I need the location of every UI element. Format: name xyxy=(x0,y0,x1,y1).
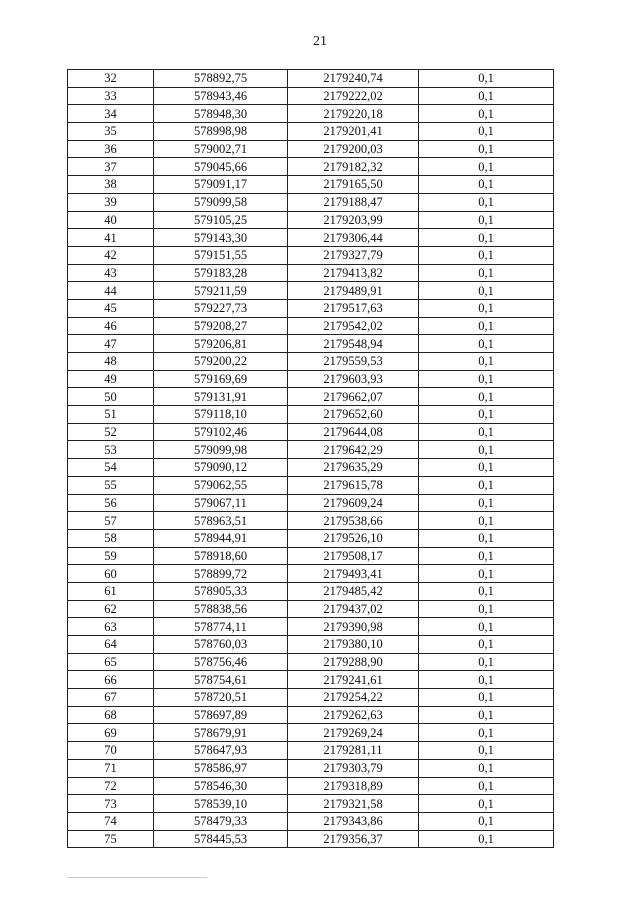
x-coordinate-cell: 579143,30 xyxy=(154,229,288,247)
point-number-cell: 35 xyxy=(68,123,154,141)
table-row xyxy=(68,600,554,618)
table-row xyxy=(68,353,554,371)
table-row xyxy=(68,529,554,547)
x-coordinate-cell: 579183,28 xyxy=(154,264,288,282)
error-cell: 0,1 xyxy=(419,105,554,123)
x-coordinate-cell: 579200,22 xyxy=(154,353,288,371)
table-row xyxy=(68,176,554,194)
x-coordinate-cell: 579099,98 xyxy=(154,441,288,459)
table-row xyxy=(68,547,554,565)
point-number-cell: 54 xyxy=(68,459,154,477)
table-row xyxy=(68,406,554,424)
error-cell: 0,1 xyxy=(419,618,554,636)
x-coordinate-cell: 579211,59 xyxy=(154,282,288,300)
x-coordinate-cell: 579105,25 xyxy=(154,211,288,229)
table-row xyxy=(68,706,554,724)
error-cell: 0,1 xyxy=(419,777,554,795)
table-row xyxy=(68,689,554,707)
point-number-cell: 39 xyxy=(68,193,154,211)
y-coordinate-cell: 2179281,11 xyxy=(288,742,419,760)
point-number-cell: 47 xyxy=(68,335,154,353)
point-number-cell: 37 xyxy=(68,158,154,176)
point-number-cell: 53 xyxy=(68,441,154,459)
table-row xyxy=(68,335,554,353)
error-cell: 0,1 xyxy=(419,812,554,830)
point-number-cell: 63 xyxy=(68,618,154,636)
x-coordinate-cell: 578948,30 xyxy=(154,105,288,123)
x-coordinate-cell: 578838,56 xyxy=(154,600,288,618)
y-coordinate-cell: 2179542,02 xyxy=(288,317,419,335)
y-coordinate-cell: 2179413,82 xyxy=(288,264,419,282)
y-coordinate-cell: 2179318,89 xyxy=(288,777,419,795)
x-coordinate-cell: 579151,55 xyxy=(154,246,288,264)
table-row xyxy=(68,441,554,459)
error-cell: 0,1 xyxy=(419,140,554,158)
point-number-cell: 61 xyxy=(68,582,154,600)
y-coordinate-cell: 2179437,02 xyxy=(288,600,419,618)
error-cell: 0,1 xyxy=(419,459,554,477)
error-cell: 0,1 xyxy=(419,176,554,194)
y-coordinate-cell: 2179262,63 xyxy=(288,706,419,724)
error-cell: 0,1 xyxy=(419,706,554,724)
y-coordinate-cell: 2179642,29 xyxy=(288,441,419,459)
table-row xyxy=(68,476,554,494)
x-coordinate-cell: 578445,53 xyxy=(154,830,288,848)
point-number-cell: 51 xyxy=(68,406,154,424)
y-coordinate-cell: 2179538,66 xyxy=(288,512,419,530)
table-row xyxy=(68,512,554,530)
x-coordinate-cell: 578943,46 xyxy=(154,87,288,105)
point-number-cell: 40 xyxy=(68,211,154,229)
x-coordinate-cell: 579045,66 xyxy=(154,158,288,176)
point-number-cell: 66 xyxy=(68,671,154,689)
y-coordinate-cell: 2179508,17 xyxy=(288,547,419,565)
table-row xyxy=(68,812,554,830)
x-coordinate-cell: 578760,03 xyxy=(154,636,288,654)
x-coordinate-cell: 578720,51 xyxy=(154,689,288,707)
table-row xyxy=(68,759,554,777)
x-coordinate-cell: 579118,10 xyxy=(154,406,288,424)
x-coordinate-cell: 579227,73 xyxy=(154,299,288,317)
table-row xyxy=(68,264,554,282)
y-coordinate-cell: 2179321,58 xyxy=(288,795,419,813)
y-coordinate-cell: 2179526,10 xyxy=(288,529,419,547)
y-coordinate-cell: 2179269,24 xyxy=(288,724,419,742)
x-coordinate-cell: 578963,51 xyxy=(154,512,288,530)
point-number-cell: 75 xyxy=(68,830,154,848)
point-number-cell: 52 xyxy=(68,423,154,441)
error-cell: 0,1 xyxy=(419,87,554,105)
table-row xyxy=(68,229,554,247)
error-cell: 0,1 xyxy=(419,671,554,689)
x-coordinate-cell: 578899,72 xyxy=(154,565,288,583)
error-cell: 0,1 xyxy=(419,370,554,388)
table-row xyxy=(68,830,554,848)
error-cell: 0,1 xyxy=(419,211,554,229)
table-row xyxy=(68,671,554,689)
y-coordinate-cell: 2179390,98 xyxy=(288,618,419,636)
table-row xyxy=(68,282,554,300)
table-row xyxy=(68,370,554,388)
x-coordinate-cell: 578679,91 xyxy=(154,724,288,742)
point-number-cell: 71 xyxy=(68,759,154,777)
table-row xyxy=(68,317,554,335)
x-coordinate-cell: 578998,98 xyxy=(154,123,288,141)
y-coordinate-cell: 2179356,37 xyxy=(288,830,419,848)
table-row xyxy=(68,582,554,600)
point-number-cell: 36 xyxy=(68,140,154,158)
error-cell: 0,1 xyxy=(419,441,554,459)
table-row xyxy=(68,636,554,654)
x-coordinate-cell: 578539,10 xyxy=(154,795,288,813)
y-coordinate-cell: 2179343,86 xyxy=(288,812,419,830)
x-coordinate-cell: 578697,89 xyxy=(154,706,288,724)
error-cell: 0,1 xyxy=(419,70,554,88)
y-coordinate-cell: 2179635,29 xyxy=(288,459,419,477)
point-number-cell: 46 xyxy=(68,317,154,335)
point-number-cell: 68 xyxy=(68,706,154,724)
error-cell: 0,1 xyxy=(419,229,554,247)
table-row xyxy=(68,777,554,795)
error-cell: 0,1 xyxy=(419,565,554,583)
y-coordinate-cell: 2179485,42 xyxy=(288,582,419,600)
y-coordinate-cell: 2179380,10 xyxy=(288,636,419,654)
y-coordinate-cell: 2179303,79 xyxy=(288,759,419,777)
y-coordinate-cell: 2179327,79 xyxy=(288,246,419,264)
table-row xyxy=(68,158,554,176)
x-coordinate-cell: 578546,30 xyxy=(154,777,288,795)
y-coordinate-cell: 2179517,63 xyxy=(288,299,419,317)
footer-rule xyxy=(67,877,207,878)
x-coordinate-cell: 579067,11 xyxy=(154,494,288,512)
x-coordinate-cell: 579206,81 xyxy=(154,335,288,353)
coordinates-table xyxy=(67,69,554,848)
error-cell: 0,1 xyxy=(419,636,554,654)
x-coordinate-cell: 578774,11 xyxy=(154,618,288,636)
point-number-cell: 49 xyxy=(68,370,154,388)
y-coordinate-cell: 2179615,78 xyxy=(288,476,419,494)
point-number-cell: 70 xyxy=(68,742,154,760)
error-cell: 0,1 xyxy=(419,547,554,565)
error-cell: 0,1 xyxy=(419,529,554,547)
error-cell: 0,1 xyxy=(419,353,554,371)
x-coordinate-cell: 578479,33 xyxy=(154,812,288,830)
point-number-cell: 65 xyxy=(68,653,154,671)
x-coordinate-cell: 578754,61 xyxy=(154,671,288,689)
point-number-cell: 41 xyxy=(68,229,154,247)
point-number-cell: 33 xyxy=(68,87,154,105)
y-coordinate-cell: 2179254,22 xyxy=(288,689,419,707)
y-coordinate-cell: 2179548,94 xyxy=(288,335,419,353)
point-number-cell: 67 xyxy=(68,689,154,707)
table-row xyxy=(68,388,554,406)
error-cell: 0,1 xyxy=(419,158,554,176)
point-number-cell: 62 xyxy=(68,600,154,618)
x-coordinate-cell: 578756,46 xyxy=(154,653,288,671)
y-coordinate-cell: 2179188,47 xyxy=(288,193,419,211)
x-coordinate-cell: 579099,58 xyxy=(154,193,288,211)
y-coordinate-cell: 2179644,08 xyxy=(288,423,419,441)
point-number-cell: 73 xyxy=(68,795,154,813)
y-coordinate-cell: 2179241,61 xyxy=(288,671,419,689)
point-number-cell: 59 xyxy=(68,547,154,565)
x-coordinate-cell: 579002,71 xyxy=(154,140,288,158)
x-coordinate-cell: 578647,93 xyxy=(154,742,288,760)
error-cell: 0,1 xyxy=(419,123,554,141)
error-cell: 0,1 xyxy=(419,299,554,317)
table-row xyxy=(68,105,554,123)
table-row xyxy=(68,653,554,671)
y-coordinate-cell: 2179182,32 xyxy=(288,158,419,176)
error-cell: 0,1 xyxy=(419,512,554,530)
point-number-cell: 57 xyxy=(68,512,154,530)
y-coordinate-cell: 2179165,50 xyxy=(288,176,419,194)
x-coordinate-cell: 579091,17 xyxy=(154,176,288,194)
error-cell: 0,1 xyxy=(419,406,554,424)
error-cell: 0,1 xyxy=(419,388,554,406)
x-coordinate-cell: 578944,91 xyxy=(154,529,288,547)
point-number-cell: 48 xyxy=(68,353,154,371)
table-row xyxy=(68,87,554,105)
table-row xyxy=(68,211,554,229)
x-coordinate-cell: 579208,27 xyxy=(154,317,288,335)
y-coordinate-cell: 2179288,90 xyxy=(288,653,419,671)
y-coordinate-cell: 2179652,60 xyxy=(288,406,419,424)
point-number-cell: 60 xyxy=(68,565,154,583)
error-cell: 0,1 xyxy=(419,830,554,848)
table-row xyxy=(68,246,554,264)
error-cell: 0,1 xyxy=(419,494,554,512)
error-cell: 0,1 xyxy=(419,582,554,600)
point-number-cell: 56 xyxy=(68,494,154,512)
error-cell: 0,1 xyxy=(419,264,554,282)
point-number-cell: 44 xyxy=(68,282,154,300)
x-coordinate-cell: 578905,33 xyxy=(154,582,288,600)
point-number-cell: 58 xyxy=(68,529,154,547)
table-row xyxy=(68,123,554,141)
point-number-cell: 42 xyxy=(68,246,154,264)
point-number-cell: 45 xyxy=(68,299,154,317)
table-row xyxy=(68,494,554,512)
point-number-cell: 34 xyxy=(68,105,154,123)
error-cell: 0,1 xyxy=(419,724,554,742)
error-cell: 0,1 xyxy=(419,742,554,760)
x-coordinate-cell: 578918,60 xyxy=(154,547,288,565)
error-cell: 0,1 xyxy=(419,600,554,618)
y-coordinate-cell: 2179240,74 xyxy=(288,70,419,88)
table-row xyxy=(68,618,554,636)
table-row xyxy=(68,140,554,158)
table-row xyxy=(68,70,554,88)
y-coordinate-cell: 2179609,24 xyxy=(288,494,419,512)
error-cell: 0,1 xyxy=(419,423,554,441)
page-number: 21 xyxy=(313,34,327,49)
y-coordinate-cell: 2179306,44 xyxy=(288,229,419,247)
point-number-cell: 64 xyxy=(68,636,154,654)
y-coordinate-cell: 2179220,18 xyxy=(288,105,419,123)
error-cell: 0,1 xyxy=(419,246,554,264)
y-coordinate-cell: 2179203,99 xyxy=(288,211,419,229)
x-coordinate-cell: 579131,91 xyxy=(154,388,288,406)
table-body xyxy=(68,70,554,848)
y-coordinate-cell: 2179603,93 xyxy=(288,370,419,388)
point-number-cell: 32 xyxy=(68,70,154,88)
table-row xyxy=(68,742,554,760)
y-coordinate-cell: 2179200,03 xyxy=(288,140,419,158)
table-row xyxy=(68,299,554,317)
error-cell: 0,1 xyxy=(419,476,554,494)
error-cell: 0,1 xyxy=(419,653,554,671)
y-coordinate-cell: 2179201,41 xyxy=(288,123,419,141)
point-number-cell: 72 xyxy=(68,777,154,795)
error-cell: 0,1 xyxy=(419,193,554,211)
point-number-cell: 55 xyxy=(68,476,154,494)
error-cell: 0,1 xyxy=(419,689,554,707)
error-cell: 0,1 xyxy=(419,795,554,813)
x-coordinate-cell: 579090,12 xyxy=(154,459,288,477)
table-row xyxy=(68,193,554,211)
point-number-cell: 43 xyxy=(68,264,154,282)
y-coordinate-cell: 2179662,07 xyxy=(288,388,419,406)
x-coordinate-cell: 579102,46 xyxy=(154,423,288,441)
y-coordinate-cell: 2179222,02 xyxy=(288,87,419,105)
error-cell: 0,1 xyxy=(419,282,554,300)
x-coordinate-cell: 578586,97 xyxy=(154,759,288,777)
point-number-cell: 38 xyxy=(68,176,154,194)
error-cell: 0,1 xyxy=(419,759,554,777)
error-cell: 0,1 xyxy=(419,335,554,353)
y-coordinate-cell: 2179559,53 xyxy=(288,353,419,371)
table-row xyxy=(68,565,554,583)
table-row xyxy=(68,459,554,477)
x-coordinate-cell: 579062,55 xyxy=(154,476,288,494)
y-coordinate-cell: 2179493,41 xyxy=(288,565,419,583)
y-coordinate-cell: 2179489,91 xyxy=(288,282,419,300)
table-row xyxy=(68,795,554,813)
table-row xyxy=(68,724,554,742)
x-coordinate-cell: 578892,75 xyxy=(154,70,288,88)
x-coordinate-cell: 579169,69 xyxy=(154,370,288,388)
table-row xyxy=(68,423,554,441)
point-number-cell: 50 xyxy=(68,388,154,406)
error-cell: 0,1 xyxy=(419,317,554,335)
point-number-cell: 74 xyxy=(68,812,154,830)
point-number-cell: 69 xyxy=(68,724,154,742)
